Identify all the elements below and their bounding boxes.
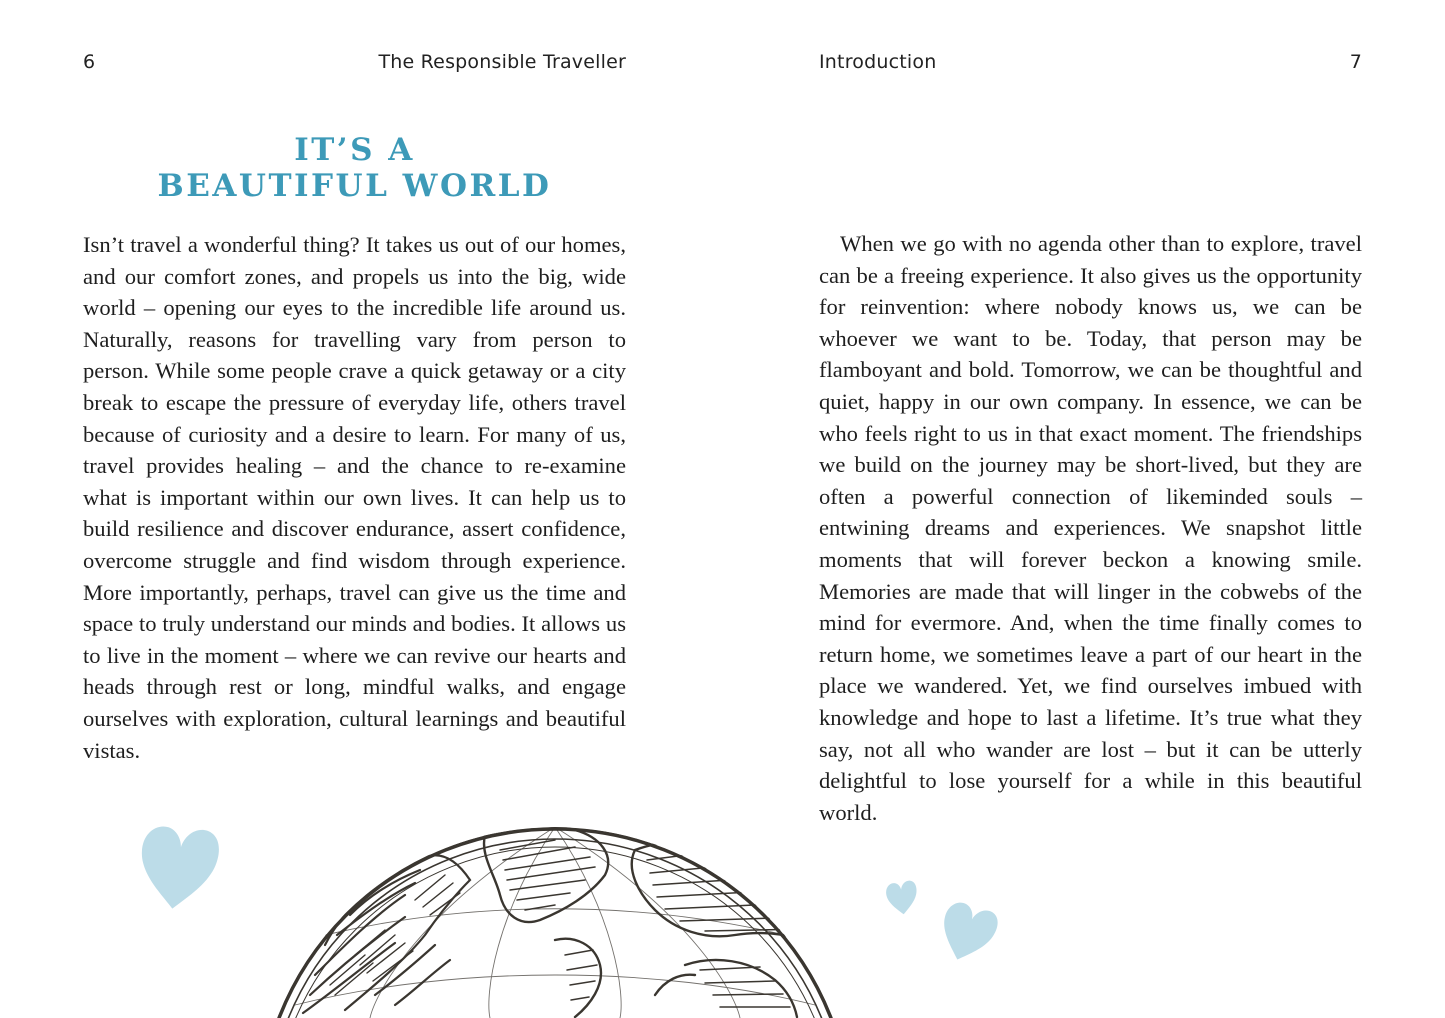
heart-icon [136,823,220,913]
right-page [722,0,1445,1018]
chapter-heading [83,132,626,204]
page-number-right: 7 [1349,51,1362,73]
body-paragraph-left: Isn’t travel a wonderful thing? It takes us out of our homes, and our comfort zones, and propels us into the big, wide world – opening our eyes to the incredible life around us. Naturally, reasons for travelling vary from person to person. While some people crave a quick getaway or a city break to escape the pressure of everyday life, others travel because of curiosity and a desire to learn. For many of us, travel provides healing – and the chance to re-examine what is important within our own lives. It can help us to build resilience and discover endurance, assert confidence, overcome struggle and find wisdom through experience. More importantly, perhaps, travel can give us the time and space to truly understand our minds and bodies. It allows us to live in the moment – where we can revive our hearts and heads through rest or long, mindful walks, and engage ourselves with exploration, cultural learnings and beautiful vistas. [83,232,626,763]
running-title-right: Introduction [819,51,937,73]
left-page [0,0,722,1018]
heart-icon [884,880,920,916]
chapter-heading-line-1: IT’S A [294,132,415,168]
running-title-left: The Responsible Traveller [378,51,626,73]
heart-icon [932,902,1002,964]
chapter-heading-line-2: BEAUTIFUL WORLD [157,168,552,204]
body-paragraph-right: When we go with no agenda other than to explore, travel can be a freeing experience. It also gives us the opportunity for reinvention: where nobody knows us, we can be whoever we want to be. Today, that person may be flamboyant and bold. Tomorrow, we can be thoughtful and quiet, happy in our own company. In essence, we can be who feels right to us in that exact moment. The friendships we build on the journey may be short-lived, but they are often a powerful connection of likeminded souls – entwining dreams and experiences. We snapshot little moments that will forever beckon a knowing smile. Memories are made that will linger in the cobwebs of the mind for evermore. And, when the time finally comes to return home, we sometimes leave a part of our heart in the place we wandered. Yet, we find ourselves imbued with knowledge and hope to last a lifetime. It’s true what they say, not all who wander are lost – but it can be utterly delightful to lose yourself for a while in this beautiful world. [819,231,1362,825]
page-number-left: 6 [83,51,96,73]
